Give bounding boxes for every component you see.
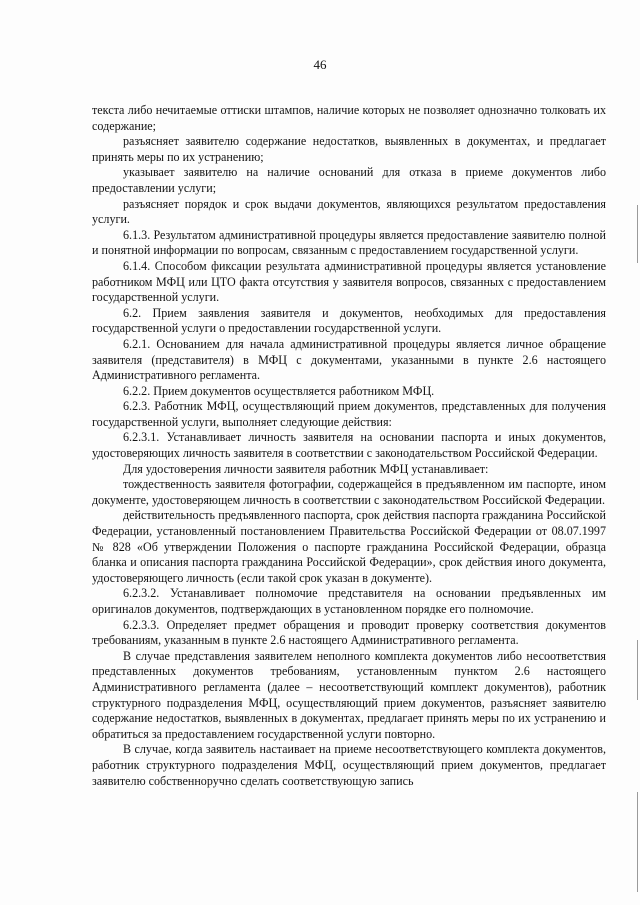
paragraph-photo-identity: тождественность заявителя фотографии, содержащейся в предъявленном им паспорте, ином документе, удостоверяющем личность в соответствии с законодательством Российской Федерации.: [92, 477, 606, 507]
paragraph-6-2: 6.2. Прием заявления заявителя и документов, необходимых для предоставления государственной услуги о предоставлении государственной услуги.: [92, 305, 606, 336]
document-body: [92, 103, 606, 789]
paragraph-continuation: текста либо нечитаемые оттиски штампов, наличие которых не позволяет однозначно толковать их содержание;: [92, 103, 606, 133]
paragraph-explain-deficiencies: разъясняет заявителю содержание недостатков, выявленных в документах, и предлагает принять меры по их устранению;: [92, 134, 606, 164]
scan-edge-mark: [637, 205, 638, 263]
paragraph-6-2-3: 6.2.3. Работник МФЦ, осуществляющий прием документов, представленных для получения государственной услуги, выполняет следующие действия:: [92, 399, 606, 429]
paragraph-6-2-2: 6.2.2. Прием документов осуществляется работником МФЦ.: [123, 383, 435, 398]
paragraph-incomplete-set: В случае представления заявителем неполного комплекта документов либо несоответствия представленных документов требованиям, установленным пунктом 2.6 настоящего Административного регламента (далее – несоответствующий комплект документов), работник структурного подразделения МФЦ, осуществляющий прием документов, разъясняет заявителю содержание недостатков, выявленных в документах, предлагает принять меры по их устранению и обратиться за предоставлением государственной услуги повторно.: [92, 648, 606, 741]
paragraph-refusal-grounds: указывает заявителю на наличие оснований для отказа в приеме документов либо предоставлении услуги;: [92, 165, 606, 195]
paragraph-6-2-3-2: 6.2.3.2. Устанавливает полномочие представителя на основании предъявленных им оригиналов документов, подтверждающих в установленном порядке его полномочие.: [92, 586, 606, 616]
paragraph-identity-check: Для удостоверения личности заявителя работник МФЦ устанавливает:: [123, 461, 489, 476]
paragraph-insisting-applicant: В случае, когда заявитель настаивает на приеме несоответствующего комплекта документов, работник структурного подразделения МФЦ, осуществляющий прием документов, предлагает заявителю собственноручно сделать соответствующую запись: [92, 742, 606, 788]
paragraph-6-2-3-3: 6.2.3.3. Определяет предмет обращения и проводит проверку соответствия документов требованиям, указанным в пункте 2.6 настоящего Административного регламента.: [92, 617, 606, 648]
paragraph-passport-validity: действительность предъявленного паспорта, срок действия паспорта гражданина Российской Федерации, установленный постановлением Правительства Российской Федерации от 08.07.1997 № 828 «Об утверждении Положения о паспорте гражданина Российской Федерации, образца бланка и описания паспорта гражданина Российской Федерации», срок действия иного документа, удостоверяющего личность (если такой срок указан в документе).: [92, 508, 606, 585]
paragraph-6-2-3-1: 6.2.3.1. Устанавливает личность заявителя на основании паспорта и иных документов, удостоверяющих личность заявителя в соответствии с законодательством Российской Федерации.: [92, 430, 606, 461]
paragraph-6-1-3: 6.1.3. Результатом административной процедуры является предоставление заявителю полной и понятной информации по вопросам, связанным с предоставлением государственной услуги.: [92, 227, 606, 258]
paragraph-6-1-4: 6.1.4. Способом фиксации результата административной процедуры является установление работником МФЦ или ЦТО факта отсутствия у заявителя вопросов, связанных с предоставлением государственной услуги.: [92, 258, 606, 305]
scan-edge-mark: [637, 640, 638, 700]
paragraph-6-2-1: 6.2.1. Основанием для начала административной процедуры является личное обращение заявителя (представителя) в МФЦ с документами, указанными в пункте 2.6 настоящего Административного регламента.: [92, 336, 606, 383]
page-number: 46: [313, 57, 327, 72]
paragraph-issue-order: разъясняет порядок и срок выдачи документов, являющихся результатом предоставления услуги.: [92, 196, 606, 227]
scan-edge-mark: [637, 792, 638, 892]
